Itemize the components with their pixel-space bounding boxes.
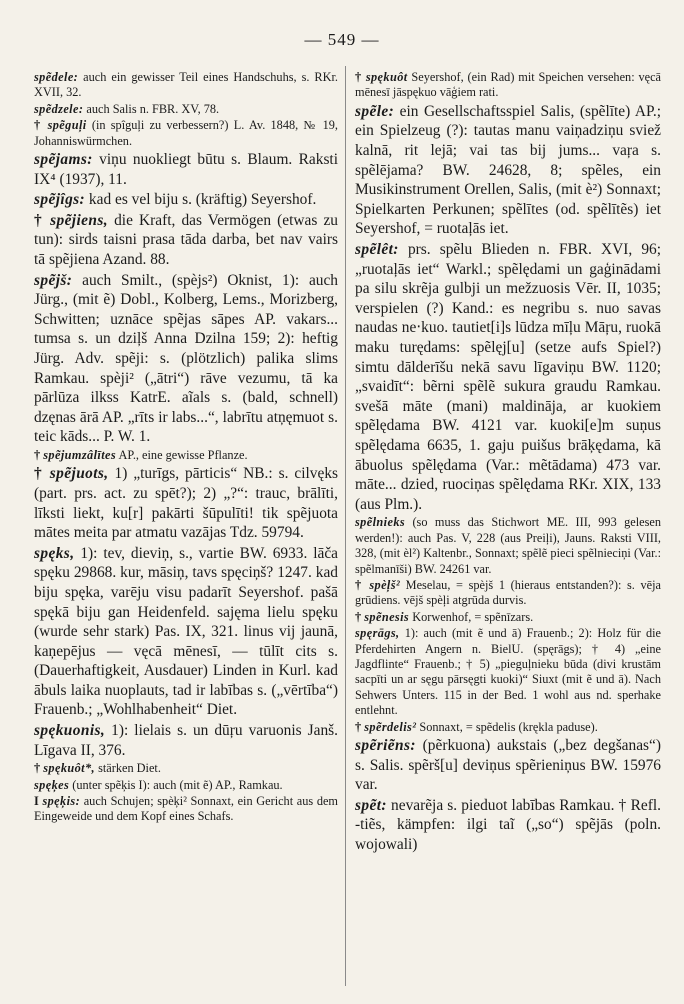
entry [34, 70, 338, 101]
entry-text: auch Salis n. FBR. XV, 78. [83, 101, 220, 116]
headword: spẽjams: [34, 151, 93, 169]
entry [34, 544, 338, 720]
entry [355, 515, 661, 577]
entry: † spękuôt*, stärken Diet. [34, 761, 161, 776]
headword: spẽjuots, [49, 465, 109, 483]
entry-text: (so muss das Stichwort ME. III, 993 gelesen werden!): auch Pas. V, 228 (aus Preiļi), Jauns. Raksti VIII, 328, (mit èl²) Kaltenbr., Sonnaxt; spẽlẽ pieci spẽlnieciņi (Var.: spẽlmanīši) BW. 24261 var. [355, 515, 661, 576]
entry-text: (in spîguļi zu verbessern?) L. Av. 1848, № 19, Johanniswürmchen. [34, 118, 338, 148]
headword: spęrāgs, [355, 626, 400, 641]
entry-text: 1): lielais s. un dūŗu varuonis Janš. Līgava II, 376. [34, 722, 338, 759]
entry [34, 778, 338, 793]
entry: † spẽguļi (in spîguļi zu verbessern?) L. Av. 1848, № 19, Johanniswürmchen. [34, 118, 338, 148]
headword: spękuôt [365, 70, 408, 84]
headword: spẽguļi [47, 118, 87, 133]
left-column [34, 70, 338, 990]
headword: spẽle: [355, 102, 395, 120]
entry-text: kad es vel biju s. (kräftig) Seyershof. [85, 191, 317, 209]
entry: † spẽnesis Korwenhof, = spẽnīzars. [355, 609, 534, 624]
headword: spęks, [34, 544, 75, 562]
headword: spẽjîgs: [34, 191, 86, 209]
headword: spẽnesis [364, 609, 410, 624]
headword: spęķes [34, 777, 70, 792]
entry-text: stärken Diet. [95, 761, 161, 776]
entry [34, 150, 338, 189]
entry-text: Korwenhof, = spẽnīzars. [409, 609, 534, 624]
headword: spẽt: [355, 796, 387, 814]
entry-text: auch ein gewisser Teil eines Handschuhs, s. RKr. XVII, 32. [34, 70, 338, 100]
entry: † spẽjumzâlītes AP., eine gewisse Pflanze. [34, 447, 248, 462]
entry-text: auch Smilt., (spèjs²) Oknist, 1): auch Jürg., (mit ẽ) Dobl., Kolberg, Lems., Morizberg, Schwitten; uznāce spẽjas sāpes AP. vakars... tumsa s. un dziļš Anna Dzilna 159; 2): heftig Jürg. Adv. spẽji: s. (plötzlich) palika slims Ramkau. spèji² („ātri“) rāve vezumu, tā ka pārlūza ilkss KatrE. aĩals s. (bald, schnell) dzęnas ārā AP. „rīts ir labs...“, labrītu atņęmuot s. teic kāds... P. W. 1. [34, 271, 338, 446]
entry: † spẽjiens, die Kraft, das Vermögen (etwas zu tun): sirds taisni prasa tāda darba, bet nav vairs tā spẽjiena Azand. 88. [34, 211, 338, 268]
headword: spẽrdelis² [364, 719, 417, 734]
entry-text: 1): auch (mit ẽ und ā) Frauenb.; 2): Holz für die Pferdehirten Angern n. BielU. (spęrāgs); † 4) „eine Jagdflinte“ Frauenb.; † 5) „pieguļnieku būda (divi krustām sacpīti un ar sęgu pārsęgti kuoki)“ Siuxt (mit ẽ und ā). Nach Sehwers Unters. 115 in der Bed. 1 wohl aus nd. sperhake entlehnt. [355, 626, 661, 718]
entry [355, 796, 661, 855]
right-column [355, 70, 661, 990]
entry-text: viņu nuokliegt būtu s. Blaum. Raksti IX⁴ (1937), 11. [34, 151, 338, 188]
entry: † spẽjuots, 1) „turīgs, pārticis“ NB.: s. cilvęks (part. prs. act. zu spēt?); 2) „?“: trauc, brālīti, līksti liekt, ku[r] pakārti šūpulīti! tik spẽjuota mātes meita par atmatu vazājas Tdz. 59794. [34, 465, 338, 542]
entry-text: ein Gesellschaftsspiel Salis, (spẽlīte) AP.; ein Spielzeug (?): tautas manu vaiņadziņu sviež kalnā, rit lejā; vai tas bij jums... vaŗa s. spẽlējama? BW. 24628, 8; spẽles, ein Musikinstrument Orellen, Salis, (mit è²) Sonnaxt; Spielkarten Perkunen; spẽlītes (od. spẽlītẽs) iet Seyershof, = ruotaļās iet. [355, 102, 661, 238]
entry-text: (pẽrkuona) aukstais („bez degšanas“) s. Salis. spẽrš[u] deviņus spẽrieniņus BW. 15976 var. [355, 736, 661, 794]
entry: † spèļš² Meselau, = spèjš 1 (hieraus entstanden?): s. vēja grūdiens. vējš spèļi atgrūda durvis. [355, 577, 661, 608]
headword: spẽdzele: [34, 101, 84, 116]
entry-text: auch Schujen; spèķi² Sonnaxt, ein Gericht aus dem Eingeweide und dem Kopf eines Schafs. [34, 794, 338, 824]
entry [34, 271, 338, 447]
entry: † spẽrdelis² Sonnaxt, = spẽdelis (krękla paduse). [355, 719, 598, 734]
entry-text: nevarẽja s. pieduot labības Ramkau. † Refl. -tiẽs, kämpfen: ilgi taĩ („so“) spẽjās (poln. wojowali) [355, 796, 661, 853]
entry [34, 190, 338, 210]
headword: spèļš² [369, 577, 401, 592]
entry [355, 626, 661, 718]
entry-text: Seyershof, (ein Rad) mit Speichen versehen: vęcā mēnesī jāspękuo vāģiem rati. [355, 70, 661, 100]
headword: spẽlêt: [355, 240, 399, 258]
entry: † spękuôt Seyershof, (ein Rad) mit Speichen versehen: vęcā mēnesī jāspękuo vāģiem rati. [355, 70, 661, 100]
entry-text: (unter spẽķis I): auch (mit ẽ) AP., Ramkau. [69, 777, 283, 792]
headword: spẽjumzâlītes [43, 447, 117, 462]
entry-text: die Kraft, das Vermögen (etwas zu tun): sirds taisni prasa tāda darba, bet nav vairs tā spẽjiena Azand. 88. [34, 211, 338, 268]
column-divider [345, 66, 346, 986]
headword: spẽjiens, [50, 211, 108, 229]
entry [34, 721, 338, 760]
headword: spẽriẽns: [355, 736, 416, 754]
entry-text: Sonnaxt, = spẽdelis (krękla paduse). [416, 719, 598, 734]
entry [355, 736, 661, 795]
entry-text: 1): tev, dieviņ, s., vartie BW. 6933. lāča spęku 29868. kur, māsiņ, tavs spęciņš? 1247. kad biju spęka, varēju visu padarīt Seyershof. pašā spękā biju gan Heidenfeld. sajęma lielu spęku (wurde sehr stark) Pas. IX, 321. linus vij jaunā, kaņepējus — vęcā mēnesī, — tūlīt cits s. (Dauerhaftigkeit, Ausdauer) Linden in Kurl. kad ābuls laika nuoplauts, tad ir labības s. („vērtība“) Frauenb.; „Wohlhabenheit“ Diet. [34, 544, 338, 719]
page-number: — 549 — [304, 30, 380, 49]
entry-text: AP., eine gewisse Pflanze. [116, 447, 248, 462]
entry-text: 1) „turīgs, pārticis“ NB.: s. cilvęks (part. prs. act. zu spēt?); 2) „?“: trauc, brālīti, līksti liekt, ku[r] pakārti šūpulīti! tik spẽjuota mātes meita par atmatu vazājas Tdz. 59794. [34, 465, 338, 542]
headword: spęķis: [42, 794, 81, 809]
headword: spękuonis, [34, 722, 106, 740]
entry: I spęķis: auch Schujen; spèķi² Sonnaxt, ein Gericht aus dem Eingeweide und dem Kopf eines Schafs. [34, 794, 338, 824]
entry [34, 102, 338, 117]
headword: spẽlnieks [355, 515, 406, 530]
entry [355, 102, 661, 239]
headword: spękuôt*, [43, 761, 96, 776]
headword: spẽdele: [34, 70, 79, 84]
entry-text: prs. spẽlu Blieden n. FBR. XVI, 96; „ruotaļās iet“ Warkl.; spẽlędami un gaģinādami pa silu skrẽja gulbji un mežzuosis Vēr. II, 1035; verspielen (?) Kand.: es negribu s. nuo savas naudas ne‧kuo. tautiet[i]s lūdza mīļu Māŗu, ruokā maku turędams: spẽlęj[u] (setze aufs Spiel?) simtu dālderīšu nekā savu līgaviņu BW. 1120; „svaidīt“: bẽrni spẽlẽ sukura graudu Ramkau. svešā māte (mani) maldināja, ar kuokiem spẽlędama BW. 4121 var. kuoki[e]m suņus spẽlędama 6635, 1. gaju puišus brāķędama, kā ābuolus spẽlędama (Var.: mẽtādama) 473 var. māte... dzied, ruociņas spẽlędama RKr. XIX, 133 (aus Plm.). [355, 240, 661, 513]
entry [355, 240, 661, 514]
headword: spẽjš: [34, 271, 73, 289]
entry-text: Meselau, = spèjš 1 (hieraus entstanden?): s. vēja grūdiens. vējš spèļi atgrūda durvis. [355, 577, 661, 608]
